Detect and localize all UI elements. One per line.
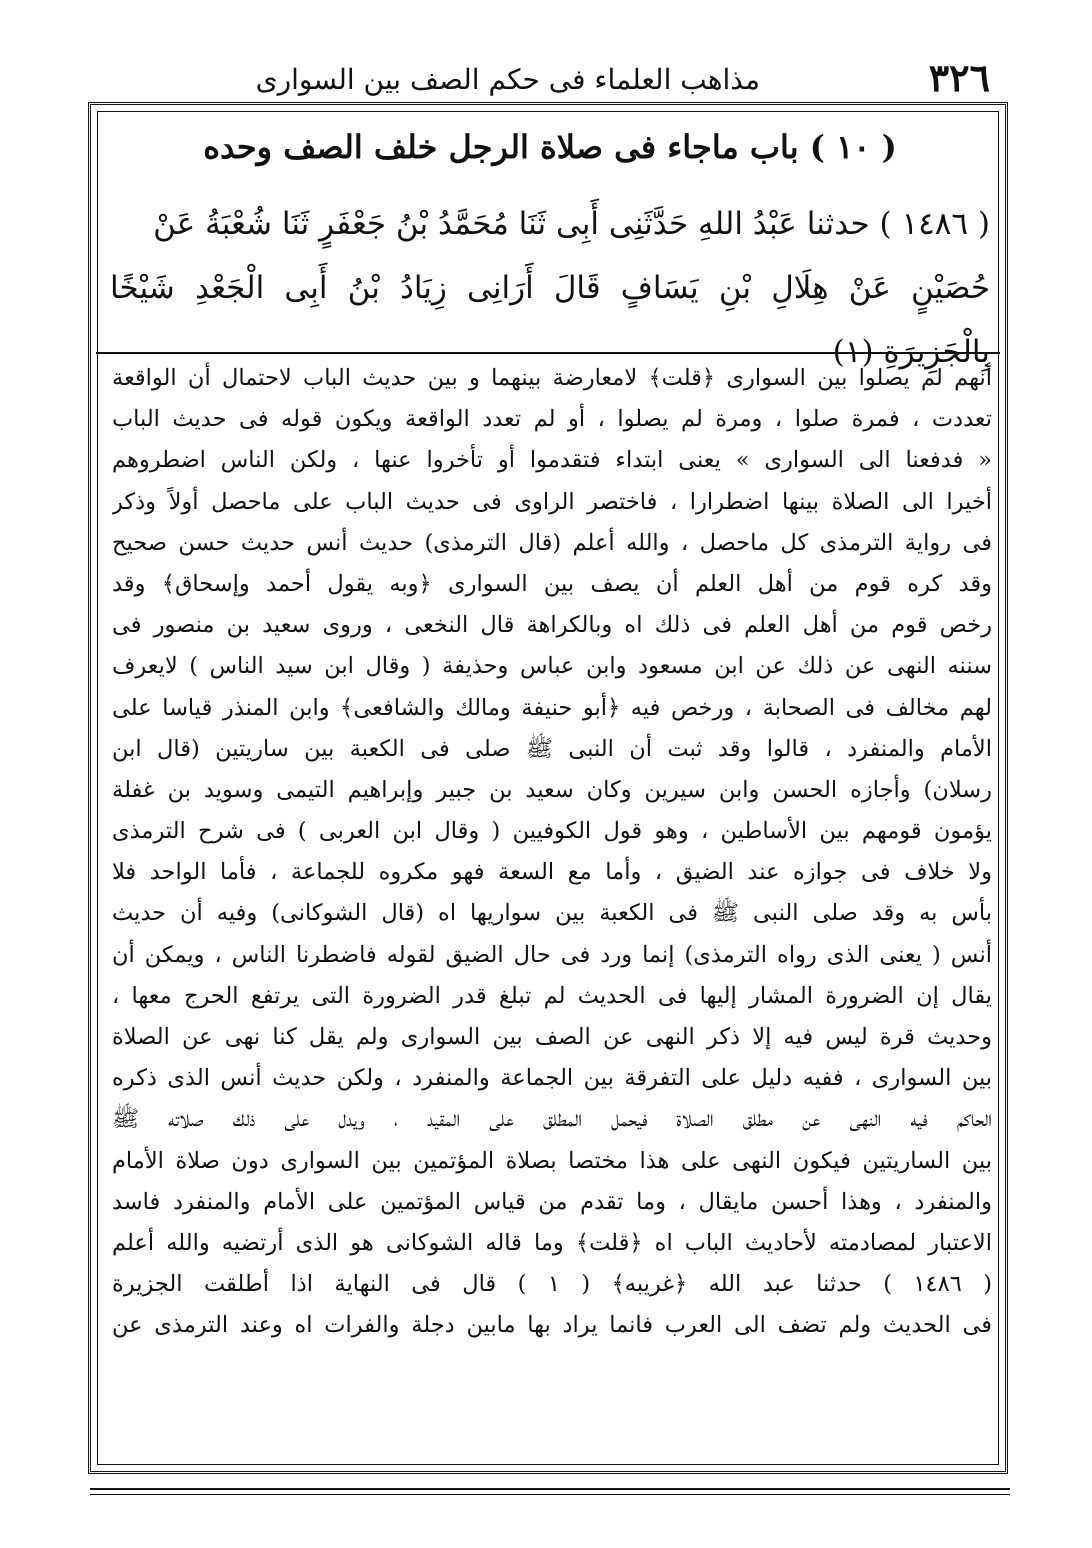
commentary-line: الاعتبار لمصادمته لأحاديث الباب اه ﴿قلت﴾ وما قاله الشوكانى هو الذى أرتضيه والله أعلم [112, 1229, 992, 1256]
commentary-line: وحديث قرة ليس فيه إلا ذكر النهى عن الصف بين السوارى ولم يقل كنا نهى عن الصلاة [112, 1024, 992, 1050]
commentary-line: أنهم لم يصلوا بين السوارى ﴿قلت﴾ لامعارضة بينهما و بين حديث الباب لاحتمال أن الواقعة [112, 365, 992, 391]
commentary-line: لهم مخالف فى الصحابة ، ورخص فيه ﴿أبو حنيفة ومالك والشافعى﴾ وابن المنذر قياسا على [112, 694, 992, 721]
hadith-line: ( ١٤٨٦ ) حدثنا عَبْدُ اللهِ حَدَّثَنِى أَبِى ثَنَا مُحَمَّدُ بْنُ جَعْفَرٍ ثَنَا شُعْبَةُ عَنْ [153, 206, 990, 242]
chapter-heading: ( ١٠ ) باب ماجاء فى صلاة الرجل خلف الصف وحده [203, 128, 897, 166]
commentary-line: فى الحديث ولم تضف الى العرب فانما يراد بها مابين دجلة والفرات اه وعند الترمذى عن [112, 1312, 992, 1339]
commentary-line: ( ١٤٨٦ ) حدثنا عبد الله ﴿غريبه﴾ ( ١ ) قال فى النهاية اذا أطلقت الجزيرة [112, 1271, 992, 1298]
commentary-text [112, 358, 992, 1347]
commentary-line: أنس ( يعنى الذى رواه الترمذى) إنما ورد فى حال الضيق لقوله فاضطرنا الناس ، ويمكن أن [112, 941, 992, 968]
commentary-line: بأس به وقد صلى النبى ﷺ فى الكعبة بين سواريها اه (قال الشوكانى) وفيه أن حديث [112, 900, 992, 927]
page-number: ٣٢٦ [928, 55, 990, 100]
commentary-line: يقال إن الضرورة المشار إليها فى الحديث لم تبلغ قدر الضرورة التى يرتفع الحرج معها ، [112, 982, 992, 1009]
commentary-line: فى رواية الترمذى كل ماحصل ، والله أعلم (قال الترمذى) حديث أنس حديث حسن صحيح [112, 529, 992, 556]
running-title: مذاهب العلماء فى حكم الصف بين السوارى [255, 63, 760, 96]
commentary-line: والمنفرد ، وهذا أحسن مايقال ، وما تقدم من قياس المؤتمين على الأمام والمنفرد فاسد [112, 1188, 992, 1215]
commentary-line: أخيرا الى الصلاة بينها اضطرارا ، فاختصر الراوى فى حديث الباب على ماحصل أولاً وذكر [112, 488, 992, 515]
commentary-line: يؤمون قومهم بين الأساطين ، وهو قول الكوفيين ( وقال ابن العربى ) فى شرح الترمذى [112, 818, 992, 845]
hadith-text [110, 192, 990, 384]
section-divider [96, 352, 1000, 354]
commentary-line: رخص قوم من أهل العلم فى ذلك اه وبالكراهة قال النخعى ، وروى سعيد بن منصور فى [112, 612, 992, 639]
commentary-line: سننه النهى عن ذلك عن ابن مسعود وابن عباس وحذيفة ( وقال ابن سيد الناس ) لايعرف [112, 653, 992, 680]
commentary-line: تعددت ، فمرة صلوا ، ومرة لم يصلوا ، أو لم تعدد الواقعة ويكون قوله فى حديث الباب [112, 406, 992, 433]
commentary-line: الأمام والمنفرد ، قالوا وقد ثبت أن النبى ﷺ صلى فى الكعبة بين ساريتين (قال ابن [112, 735, 992, 762]
page-header [90, 55, 1010, 105]
commentary-line: وقد كره قوم من أهل العلم أن يصف بين السوارى ﴿وبه يقول أحمد وإسحاق﴾ وقد [112, 570, 992, 597]
commentary-line: « فدفعنا الى السوارى » يعنى ابتداء فتقدموا أو تأخروا عنها ، ولكن الناس اضطروهم [112, 447, 992, 474]
hadith-line: حُصَيْنٍ عَنْ هِلَالِ بْنِ يَسَافٍ قَالَ أَرَانِى زِيَادُ بْنُ أَبِى الْجَعْدِ شَيْخًا بِالْجَزِيرَةِ (١) [110, 270, 990, 370]
commentary-line: بين الساريتين فيكون النهى على هذا مختصا بصلاة المؤتمين بين السوارى دون صلاة الأمام [112, 1147, 992, 1174]
commentary-line: بين السوارى ، ففيه دليل على التفرقة بين الجماعة والمنفرد ، ولكن حديث أنس الذى ذكره [112, 1065, 992, 1092]
commentary-line: رسلان) وأجازه الحسن وابن سيرين وكان سعيد بن جبير وإبراهيم التيمى وسويد بن غفلة [112, 776, 992, 803]
commentary-line: ولا خلاف فى جوازه عند الضيق ، وأما مع السعة فهو مكروه للجماعة ، فأما الواحد فلا [112, 859, 992, 886]
commentary-line: الحاكم فيه النهى عن مطلق الصلاة فيحمل المطلق على المقيد ، ويدل على ذلك صلاته ﷺ [112, 1106, 992, 1133]
bottom-rule [90, 1488, 1010, 1495]
